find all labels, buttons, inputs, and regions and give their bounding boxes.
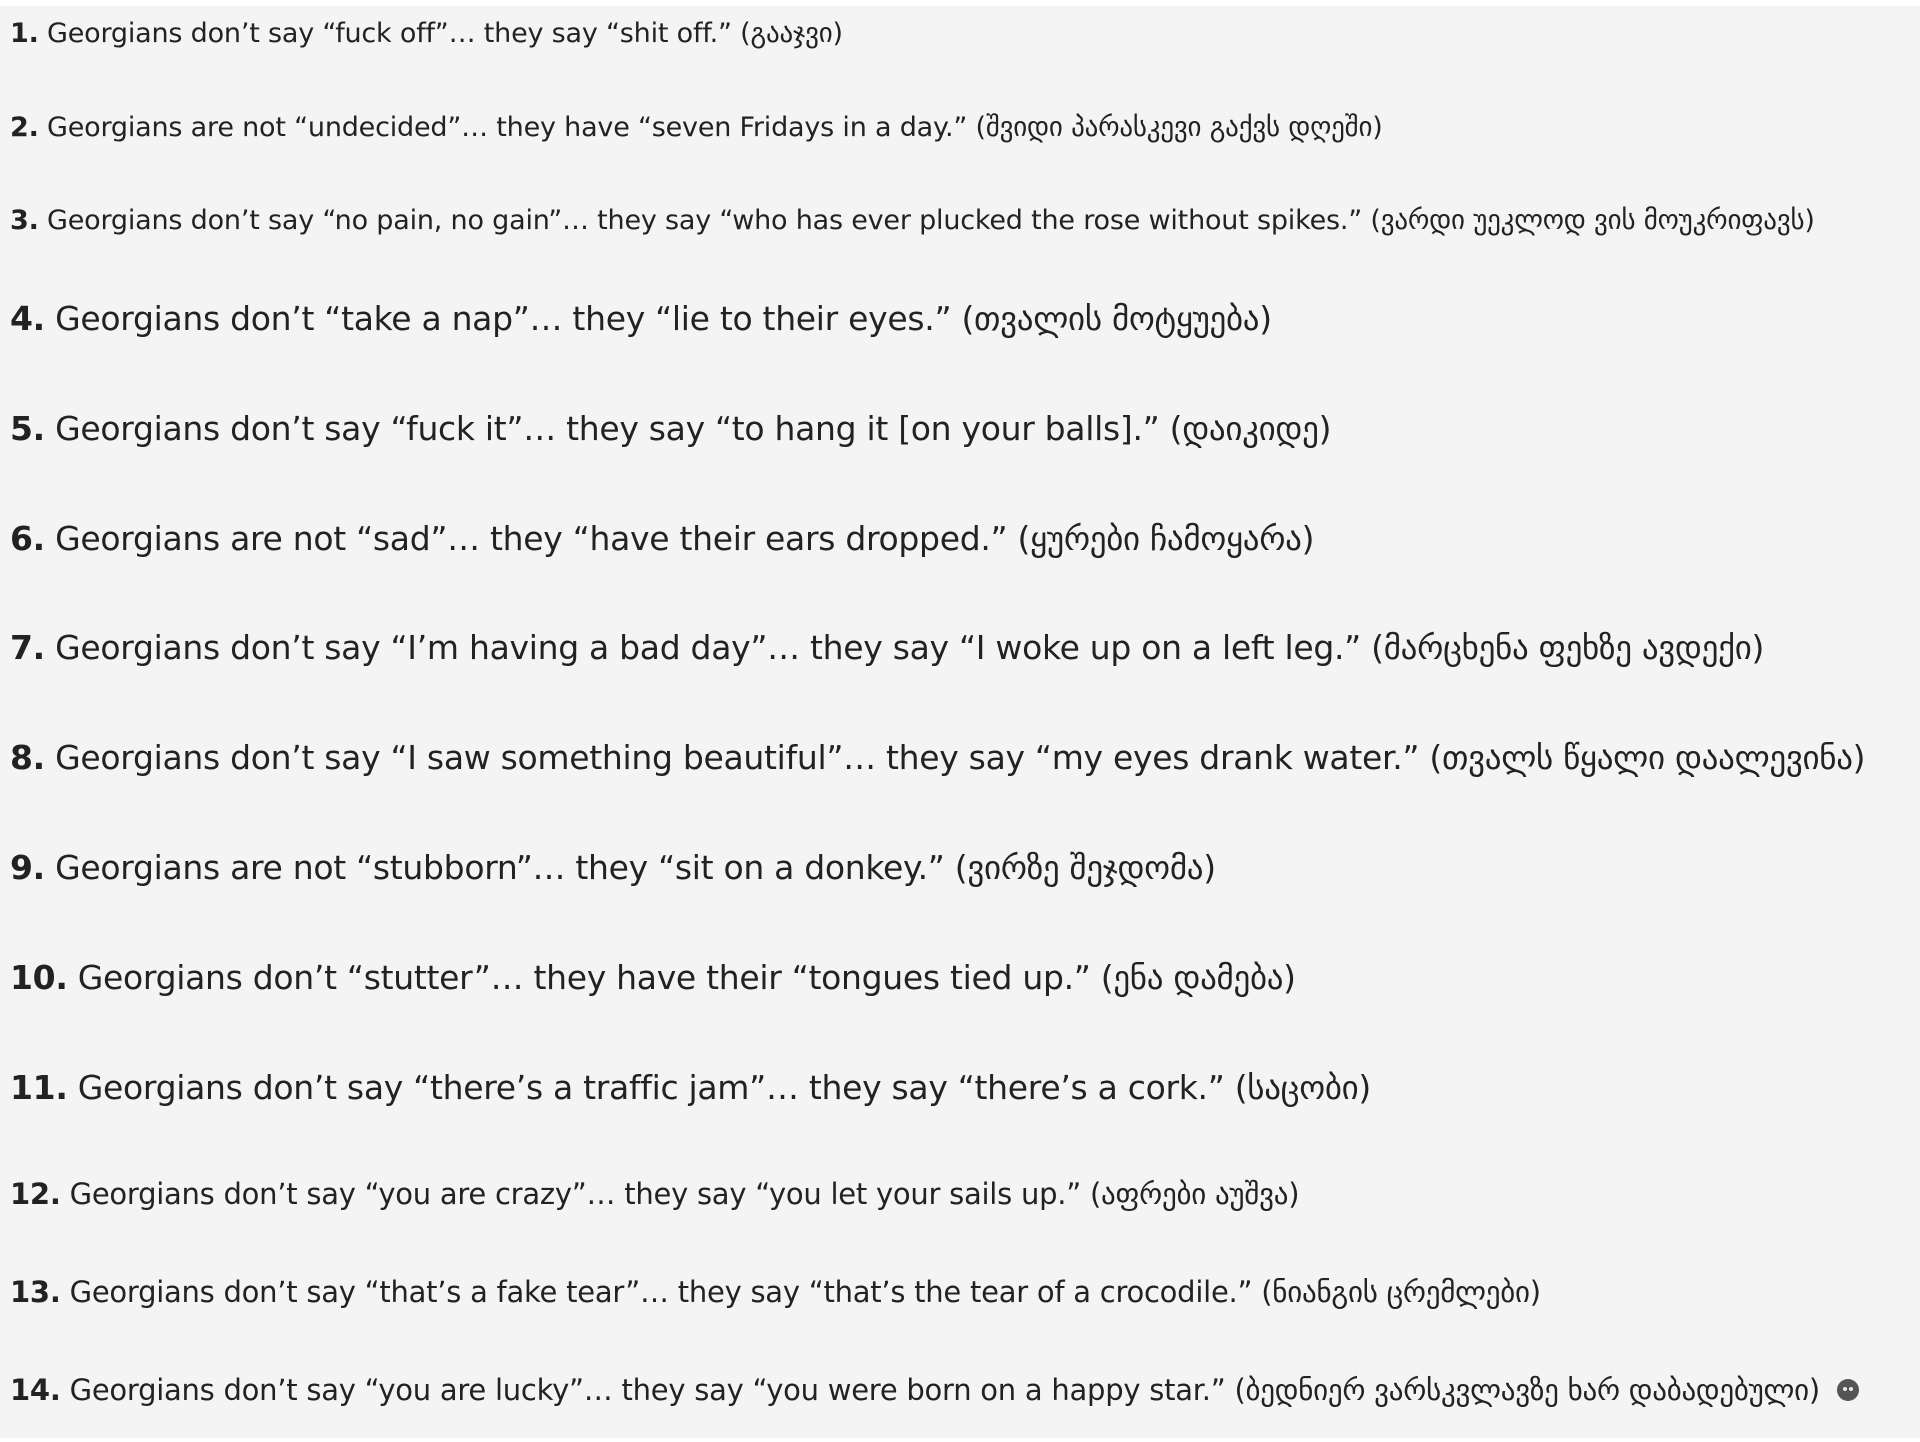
item-number: 14.	[10, 1373, 61, 1407]
item-text: Georgians don’t say “that’s a fake tear”… they say “that’s the tear of a crocodile.” (ნიანგის ცრემლები)	[69, 1275, 1541, 1309]
item-text: Georgians are not “sad”… they “have their ears dropped.” (ყურები ჩამოყარა)	[55, 519, 1315, 558]
list-item	[10, 207, 1815, 234]
list-item	[10, 1177, 1300, 1211]
item-text: Georgians are not “stubborn”… they “sit on a donkey.” (ვირზე შეჯდომა)	[55, 848, 1216, 887]
item-number: 7.	[10, 628, 45, 667]
list-item	[10, 20, 843, 47]
item-number: 5.	[10, 409, 45, 448]
item-text: Georgians don’t say “there’s a traffic jam”… they say “there’s a cork.” (საცობი)	[77, 1068, 1372, 1107]
list-item	[10, 114, 1383, 141]
item-text: Georgians don’t say “you are lucky”… they say “you were born on a happy star.” (ბედნიერ ვარსკვლავზე ხარ დაბადებული)	[69, 1373, 1820, 1407]
item-number: 8.	[10, 738, 45, 777]
item-number: 6.	[10, 519, 45, 558]
list-item	[10, 958, 1296, 997]
list-item	[10, 409, 1332, 448]
list-item	[10, 738, 1866, 777]
item-number: 13.	[10, 1275, 61, 1309]
list-item	[10, 299, 1272, 338]
item-number: 11.	[10, 1068, 68, 1107]
item-number: 12.	[10, 1177, 61, 1211]
item-number: 4.	[10, 299, 45, 338]
content-panel	[0, 6, 1920, 1438]
item-number: 3.	[10, 205, 39, 236]
item-number: 1.	[10, 18, 39, 49]
item-text: Georgians don’t say “I saw something beautiful”… they say “my eyes drank water.” (თვალს წყალი დაალევინა)	[55, 738, 1866, 777]
list-item	[10, 1275, 1541, 1309]
item-text: Georgians don’t say “fuck off”… they say “shit off.” (გააჯვი)	[47, 18, 843, 49]
item-text: Georgians don’t say “fuck it”… they say “to hang it [on your balls].” (დაიკიდე)	[55, 409, 1332, 448]
item-text: Georgians don’t say “no pain, no gain”… they say “who has ever plucked the rose without spikes.” (ვარდი უეკლოდ ვის მოუკრიფავს)	[47, 205, 1815, 236]
list-item	[10, 848, 1216, 887]
list-item	[10, 519, 1315, 558]
item-text: Georgians don’t “stutter”… they have their “tongues tied up.” (ენა დამება)	[77, 958, 1296, 997]
list-item	[10, 1373, 1859, 1407]
item-text: Georgians don’t “take a nap”… they “lie to their eyes.” (თვალის მოტყუება)	[55, 299, 1272, 338]
list-item	[10, 628, 1765, 667]
item-text: Georgians don’t say “I’m having a bad day”… they say “I woke up on a left leg.” (მარცხენა ფეხზე ავდექი)	[55, 628, 1765, 667]
smiling-face-icon	[1837, 1379, 1859, 1401]
item-number: 10.	[10, 958, 68, 997]
item-text: Georgians don’t say “you are crazy”… they say “you let your sails up.” (აფრები აუშვა)	[69, 1177, 1300, 1211]
list-item	[10, 1068, 1372, 1107]
item-number: 9.	[10, 848, 45, 887]
item-text: Georgians are not “undecided”… they have “seven Fridays in a day.” (შვიდი პარასკევი გაქვს დღეში)	[47, 112, 1383, 143]
item-number: 2.	[10, 112, 39, 143]
